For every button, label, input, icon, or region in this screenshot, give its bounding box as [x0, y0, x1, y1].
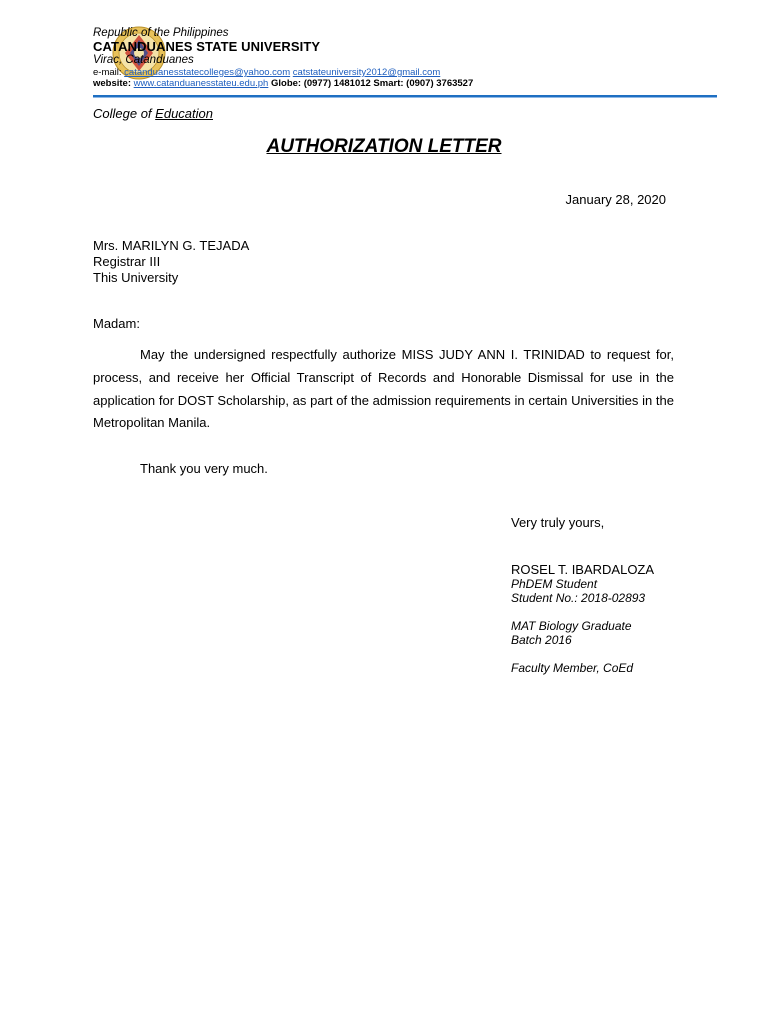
- signatory-line-5: Faculty Member, CoEd: [511, 661, 634, 675]
- college-department: Education: [155, 106, 213, 121]
- email-link-secondary[interactable]: catstateuniversity2012@gmail.com: [292, 67, 441, 78]
- signatory-line-3: MAT Biology Graduate: [511, 619, 632, 633]
- university-name: CATANDUANES STATE UNIVERSITY: [93, 39, 321, 54]
- thanks-line: Thank you very much.: [140, 461, 268, 476]
- phone-numbers: Globe: (0977) 1481012 Smart: (0907) 3763527: [270, 78, 474, 89]
- header-divider: [93, 95, 717, 98]
- signatory-line-2: Student No.: 2018-02893: [511, 591, 646, 605]
- signatory-line-4: Batch 2016: [511, 633, 572, 647]
- republic-line: Republic of the Philippines: [93, 27, 229, 39]
- closing-line: Very truly yours,: [511, 515, 605, 530]
- college-line: [93, 106, 213, 121]
- website-link[interactable]: www.catanduanesstateu.edu.ph: [133, 78, 269, 89]
- recipient-organization: This University: [93, 270, 179, 285]
- contact-website: [93, 78, 473, 89]
- letter-date: January 28, 2020: [565, 192, 666, 207]
- letter-body: May the undersigned respectfully authorize MISS JUDY ANN I. TRINIDAD to request for, process, and receive her Official Transcript of Records and Honorable Dismissal for use in the application for DOST Scholarship, as part of the admission requirements in certain Universities in the Metropolitan Manila.: [93, 347, 674, 431]
- recipient-position: Registrar III: [93, 254, 161, 269]
- signatory-line-1: PhDEM Student: [511, 577, 598, 591]
- email-link-primary[interactable]: catanduanesstatecolleges@yahoo.com: [124, 67, 291, 78]
- salutation: Madam:: [93, 316, 140, 331]
- college-prefix: College of: [93, 106, 152, 121]
- letter-title: AUTHORIZATION LETTER: [266, 136, 502, 157]
- website-label: website:: [93, 78, 132, 89]
- contact-emails: [93, 67, 440, 78]
- recipient-block: [93, 238, 249, 286]
- university-location: Virac, Catanduanes: [93, 54, 194, 66]
- recipient-name: Mrs. MARILYN G. TEJADA: [93, 238, 250, 253]
- signatory-name: ROSEL T. IBARDALOZA: [511, 562, 655, 577]
- email-label: e-mail:: [93, 67, 122, 78]
